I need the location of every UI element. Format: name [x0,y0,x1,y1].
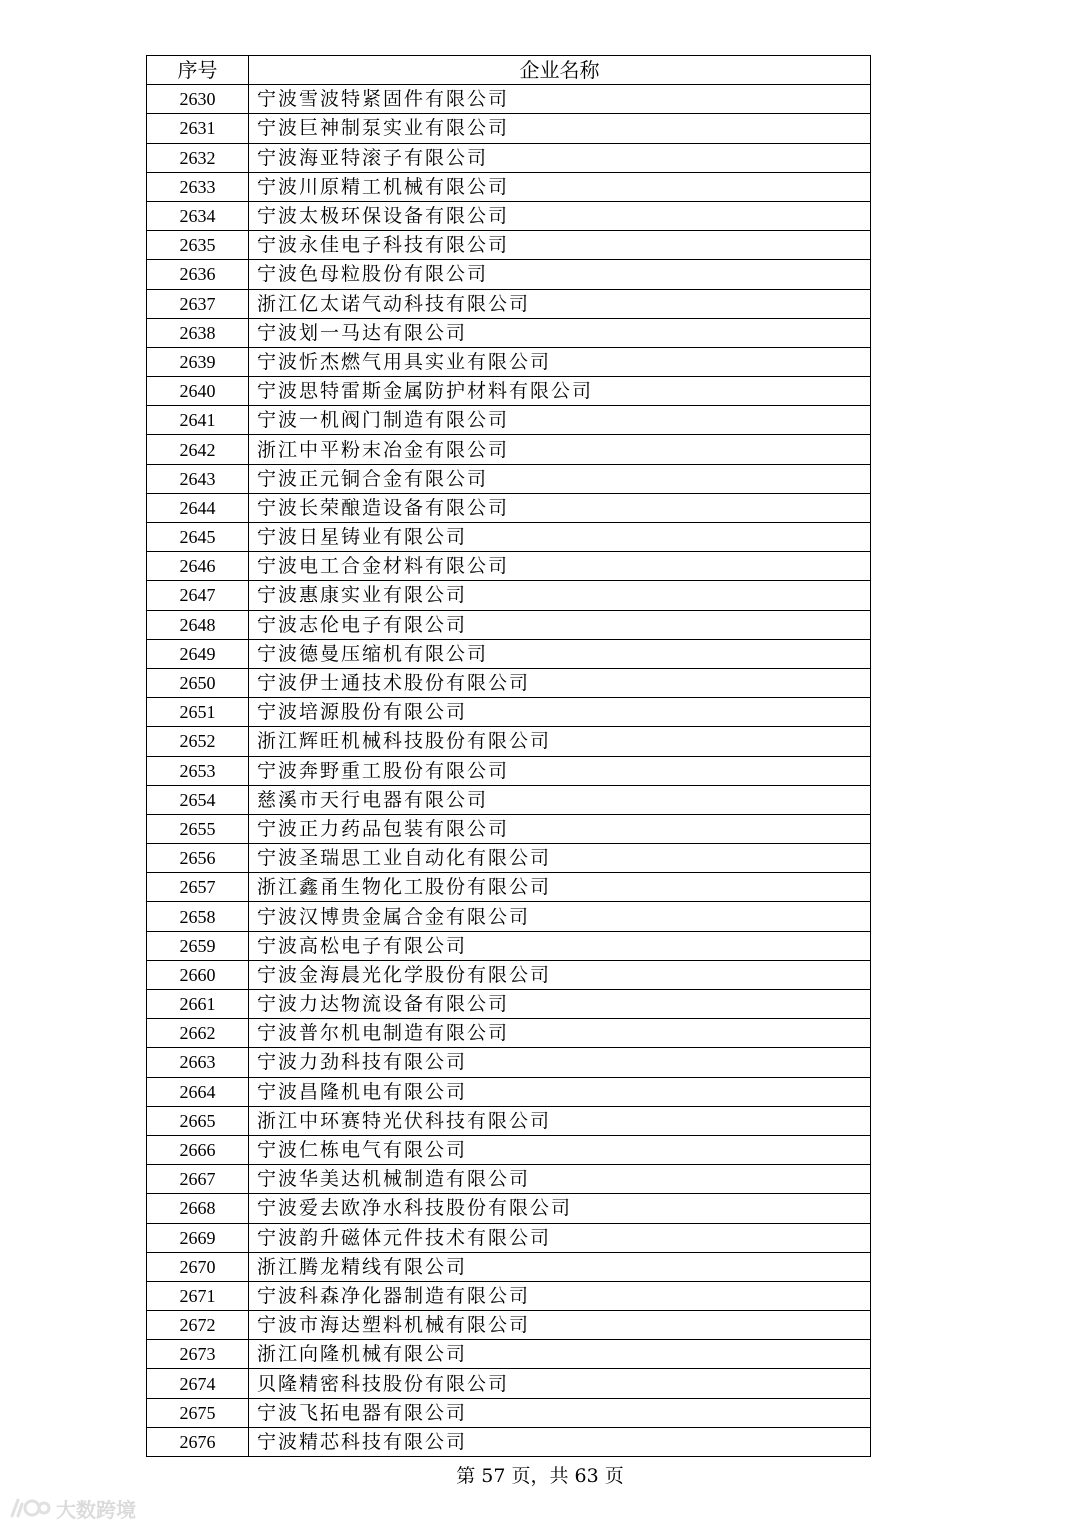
row-seq: 2668 [147,1194,249,1223]
logo-icon [8,1496,52,1520]
table-row [147,318,871,347]
table-row [147,523,871,552]
header-company: 企业名称 [249,56,871,85]
table-row [147,610,871,639]
table-row [147,201,871,230]
table-row [147,785,871,814]
table-row [147,1223,871,1252]
row-company-name: 宁波一机阀门制造有限公司 [249,406,871,435]
row-company-name: 宁波正元铜合金有限公司 [249,464,871,493]
table-row [147,814,871,843]
row-seq: 2639 [147,347,249,376]
row-seq: 2631 [147,114,249,143]
table-row [147,1048,871,1077]
row-company-name: 宁波正力药品包装有限公司 [249,814,871,843]
row-company-name: 宁波市海达塑料机械有限公司 [249,1311,871,1340]
table-row [147,172,871,201]
row-seq: 2636 [147,260,249,289]
table-row [147,756,871,785]
table-row [147,1194,871,1223]
row-seq: 2672 [147,1311,249,1340]
watermark-text: 大数跨境 [56,1497,136,1522]
row-seq: 2656 [147,844,249,873]
row-company-name: 宁波日星铸业有限公司 [249,523,871,552]
table-row [147,1077,871,1106]
row-company-name: 宁波电工合金材料有限公司 [249,552,871,581]
table-row [147,727,871,756]
table-row [147,960,871,989]
row-company-name: 宁波金海晨光化学股份有限公司 [249,960,871,989]
row-seq: 2676 [147,1427,249,1456]
row-seq: 2637 [147,289,249,318]
row-company-name: 宁波划一马达有限公司 [249,318,871,347]
header-seq: 序号 [147,56,249,85]
table-row [147,377,871,406]
row-company-name: 宁波韵升磁体元件技术有限公司 [249,1223,871,1252]
table-row [147,85,871,114]
row-seq: 2647 [147,581,249,610]
row-seq: 2653 [147,756,249,785]
row-seq: 2667 [147,1165,249,1194]
row-company-name: 宁波太极环保设备有限公司 [249,201,871,230]
row-seq: 2643 [147,464,249,493]
row-seq: 2669 [147,1223,249,1252]
row-company-name: 宁波昌隆机电有限公司 [249,1077,871,1106]
row-seq: 2660 [147,960,249,989]
row-seq: 2661 [147,990,249,1019]
row-company-name: 浙江腾龙精线有限公司 [249,1252,871,1281]
row-company-name: 宁波华美达机械制造有限公司 [249,1165,871,1194]
table-row [147,1281,871,1310]
row-seq: 2662 [147,1019,249,1048]
table-row [147,231,871,260]
row-seq: 2640 [147,377,249,406]
row-company-name: 宁波巨神制泵实业有限公司 [249,114,871,143]
row-company-name: 宁波精芯科技有限公司 [249,1427,871,1456]
row-seq: 2645 [147,523,249,552]
table-row [147,143,871,172]
row-company-name: 宁波爱去欧净水科技股份有限公司 [249,1194,871,1223]
table-row [147,435,871,464]
row-company-name: 贝隆精密科技股份有限公司 [249,1369,871,1398]
row-seq: 2674 [147,1369,249,1398]
row-company-name: 浙江鑫甬生物化工股份有限公司 [249,873,871,902]
table-row [147,639,871,668]
row-company-name: 宁波永佳电子科技有限公司 [249,231,871,260]
row-seq: 2673 [147,1340,249,1369]
table-row [147,902,871,931]
table-row [147,1019,871,1048]
row-company-name: 宁波惠康实业有限公司 [249,581,871,610]
row-seq: 2654 [147,785,249,814]
row-seq: 2635 [147,231,249,260]
table-row [147,581,871,610]
row-company-name: 宁波奔野重工股份有限公司 [249,756,871,785]
table-row [147,464,871,493]
row-company-name: 宁波力达物流设备有限公司 [249,990,871,1019]
row-company-name: 宁波普尔机电制造有限公司 [249,1019,871,1048]
page-number: 第 57 页，共 63 页 [456,1465,624,1487]
row-company-name: 宁波培源股份有限公司 [249,698,871,727]
row-company-name: 慈溪市天行电器有限公司 [249,785,871,814]
row-company-name: 宁波色母粒股份有限公司 [249,260,871,289]
row-company-name: 宁波德曼压缩机有限公司 [249,639,871,668]
table-row [147,668,871,697]
table-row [147,990,871,1019]
row-company-name: 宁波思特雷斯金属防护材料有限公司 [249,377,871,406]
row-seq: 2638 [147,318,249,347]
table-row [147,1252,871,1281]
row-seq: 2650 [147,668,249,697]
table-row [147,1369,871,1398]
row-company-name: 宁波仁栋电气有限公司 [249,1135,871,1164]
table-row [147,406,871,435]
row-seq: 2655 [147,814,249,843]
row-seq: 2670 [147,1252,249,1281]
table-row [147,931,871,960]
row-seq: 2642 [147,435,249,464]
table-row [147,1106,871,1135]
row-company-name: 宁波雪波特紧固件有限公司 [249,85,871,114]
table-row [147,844,871,873]
row-company-name: 宁波圣瑞思工业自动化有限公司 [249,844,871,873]
table-row [147,1165,871,1194]
row-company-name: 宁波高松电子有限公司 [249,931,871,960]
row-seq: 2671 [147,1281,249,1310]
row-seq: 2666 [147,1135,249,1164]
row-company-name: 浙江亿太诺气动科技有限公司 [249,289,871,318]
row-company-name: 宁波伊士通技术股份有限公司 [249,668,871,697]
row-seq: 2644 [147,493,249,522]
table-row [147,493,871,522]
row-seq: 2648 [147,610,249,639]
row-seq: 2663 [147,1048,249,1077]
watermark [8,1493,136,1523]
table-row [147,114,871,143]
table-row [147,347,871,376]
company-table [146,55,871,1457]
row-seq: 2632 [147,143,249,172]
row-company-name: 宁波汉博贵金属合金有限公司 [249,902,871,931]
row-seq: 2657 [147,873,249,902]
row-company-name: 浙江中平粉末冶金有限公司 [249,435,871,464]
row-seq: 2646 [147,552,249,581]
table-row [147,873,871,902]
row-company-name: 宁波力劲科技有限公司 [249,1048,871,1077]
table-row [147,289,871,318]
row-seq: 2675 [147,1398,249,1427]
table-body [147,85,871,1457]
row-seq: 2665 [147,1106,249,1135]
table-row [147,260,871,289]
row-company-name: 浙江向隆机械有限公司 [249,1340,871,1369]
row-company-name: 宁波志伦电子有限公司 [249,610,871,639]
table-row [147,1311,871,1340]
row-seq: 2633 [147,172,249,201]
table-row [147,1398,871,1427]
row-company-name: 宁波飞拓电器有限公司 [249,1398,871,1427]
row-company-name: 宁波川原精工机械有限公司 [249,172,871,201]
row-seq: 2652 [147,727,249,756]
table-row [147,1135,871,1164]
row-company-name: 宁波长荣酿造设备有限公司 [249,493,871,522]
row-company-name: 浙江辉旺机械科技股份有限公司 [249,727,871,756]
row-company-name: 宁波科森净化器制造有限公司 [249,1281,871,1310]
row-seq: 2664 [147,1077,249,1106]
row-seq: 2630 [147,85,249,114]
row-seq: 2659 [147,931,249,960]
table-header-row [147,56,871,85]
table-row [147,1340,871,1369]
row-company-name: 浙江中环赛特光伏科技有限公司 [249,1106,871,1135]
row-company-name: 宁波忻杰燃气用具实业有限公司 [249,347,871,376]
row-seq: 2649 [147,639,249,668]
row-seq: 2641 [147,406,249,435]
table-row [147,552,871,581]
row-seq: 2634 [147,201,249,230]
row-company-name: 宁波海亚特滚子有限公司 [249,143,871,172]
row-seq: 2651 [147,698,249,727]
table-row [147,698,871,727]
row-seq: 2658 [147,902,249,931]
table-row [147,1427,871,1456]
